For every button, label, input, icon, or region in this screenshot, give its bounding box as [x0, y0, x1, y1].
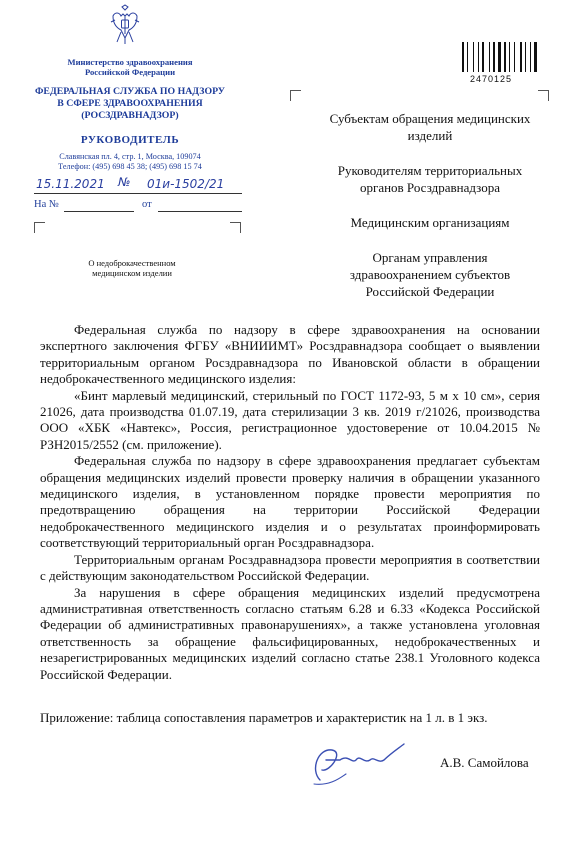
- ministry-line: Российской Федерации: [84, 67, 176, 77]
- barcode-bar: [482, 42, 484, 72]
- address-line: Славянская пл. 4, стр. 1, Москва, 109074: [59, 152, 201, 161]
- subject-line: О недоброкачественном: [88, 258, 176, 268]
- addressee: Руководителям территориальных органов Росздравнадзора: [337, 163, 523, 195]
- barcode-bar: [462, 42, 464, 72]
- barcode-bar: [534, 42, 537, 72]
- addressee: Медицинским организациям: [350, 215, 510, 230]
- body-paragraph: Федеральная служба по надзору в сфере здравоохранения предлагает субъектам обращения медицинских изделий провести проверку наличия в обращении указанного медицинского изделия, в установленном порядке провести мероприятия по предотвращению обращения на территории Российской Федерации недоброкачественного медицинского изделия и о результатах проинформировать соответствующий территориальный орган Росздравнадзора.: [40, 453, 540, 551]
- signer-name: А.В. Самойлова: [440, 755, 529, 770]
- barcode-bar: [509, 42, 510, 72]
- subject-line: медицинском изделии: [92, 268, 172, 278]
- addressees: [320, 110, 540, 318]
- reference-row: [34, 199, 244, 210]
- barcode-bar: [514, 42, 515, 72]
- body-paragraph: За нарушения в сфере обращения медицинских изделий предусмотрена административная ответственность согласно статьям 6.28 и 6.33 «Кодекса Российской Федерации об административных правонарушениях», а также установлена уголовная ответственность за обращение фальсифицированных, недоброкачественных и незарегистрированных медицинских изделий согласно статье 238.1 Уголовного кодекса Российской Федерации.: [40, 584, 540, 682]
- ref-from-line: [158, 211, 242, 212]
- outgoing-underline: [34, 193, 242, 194]
- corner-mark: [290, 90, 301, 101]
- letter-subject: [58, 258, 206, 278]
- ref-no-line: [64, 211, 134, 212]
- body-paragraph: Территориальным органам Росздравнадзора провести мероприятия в соответствии с действующим законодательством Российской Федерации.: [40, 551, 540, 584]
- body-paragraph: Федеральная служба по надзору в сфере здравоохранения на основании экспертного заключения ФГБУ «ВНИИИМТ» Росздравнадзора сообщает о выявлении территориальным органом Росздравнадзора по Ивановской области в обращении недоброкачественного медицинского изделия:: [40, 322, 540, 387]
- body-paragraph: «Бинт марлевый медицинский, стерильный по ГОСТ 1172-93, 5 м х 10 см», серия 21026, дата производства 01.07.19, дата стерилизации 3 кв. 2019 г/21026, производства ООО «ХБК «Навтекс», Россия, регистрационное удостоверение от 10.04.2015 № РЗН2015/2552 (см. приложение).: [40, 387, 540, 452]
- agency-line: (РОСЗДРАВНАДЗОР): [81, 110, 179, 121]
- sender-role: РУКОВОДИТЕЛЬ: [80, 134, 180, 146]
- barcode-bar: [489, 42, 490, 72]
- addressee: Субъектам обращения медицинских изделий: [329, 111, 531, 143]
- corner-mark: [230, 222, 241, 233]
- coat-of-arms-icon: [109, 4, 141, 46]
- agency-line: ФЕДЕРАЛЬНАЯ СЛУЖБА ПО НАДЗОРУ: [35, 86, 225, 97]
- ref-from-label: от: [142, 199, 152, 210]
- barcode-bar: [493, 42, 495, 72]
- attachment-note: Приложение: таблица сопоставления параметров и характеристик на 1 л. в 1 экз.: [40, 710, 488, 725]
- barcode-bar: [520, 42, 522, 72]
- barcode-bar: [530, 42, 531, 72]
- letter-body: [40, 322, 540, 683]
- barcode-bar: [504, 42, 506, 72]
- barcode: [462, 42, 540, 72]
- barcode-bar: [473, 42, 474, 72]
- address-line: Телефон: (495) 698 45 38; (495) 698 15 74: [58, 162, 202, 171]
- barcode-number: 2470125: [470, 74, 513, 84]
- barcode-bar: [525, 42, 526, 72]
- barcode-bar: [478, 42, 479, 72]
- ministry-line: Министерство здравоохранения: [67, 57, 193, 67]
- ref-no-label: На №: [34, 199, 59, 210]
- agency-line: В СФЕРЕ ЗДРАВООХРАНЕНИЯ: [57, 98, 203, 109]
- sender-address: [40, 152, 220, 172]
- handwritten-signature: [300, 730, 420, 790]
- corner-mark: [34, 222, 45, 233]
- outgoing-number-sign: №: [118, 175, 131, 189]
- agency-name: [20, 86, 240, 122]
- outgoing-number: 01и-1502/21: [147, 177, 225, 191]
- barcode-bar: [467, 42, 468, 72]
- barcode-bar: [498, 42, 501, 72]
- corner-mark: [538, 90, 549, 101]
- ministry-name: [40, 57, 220, 77]
- outgoing-date: 15.11.2021: [36, 177, 105, 191]
- addressee: Органам управления здравоохранением субъектов Российской Федерации: [349, 250, 511, 299]
